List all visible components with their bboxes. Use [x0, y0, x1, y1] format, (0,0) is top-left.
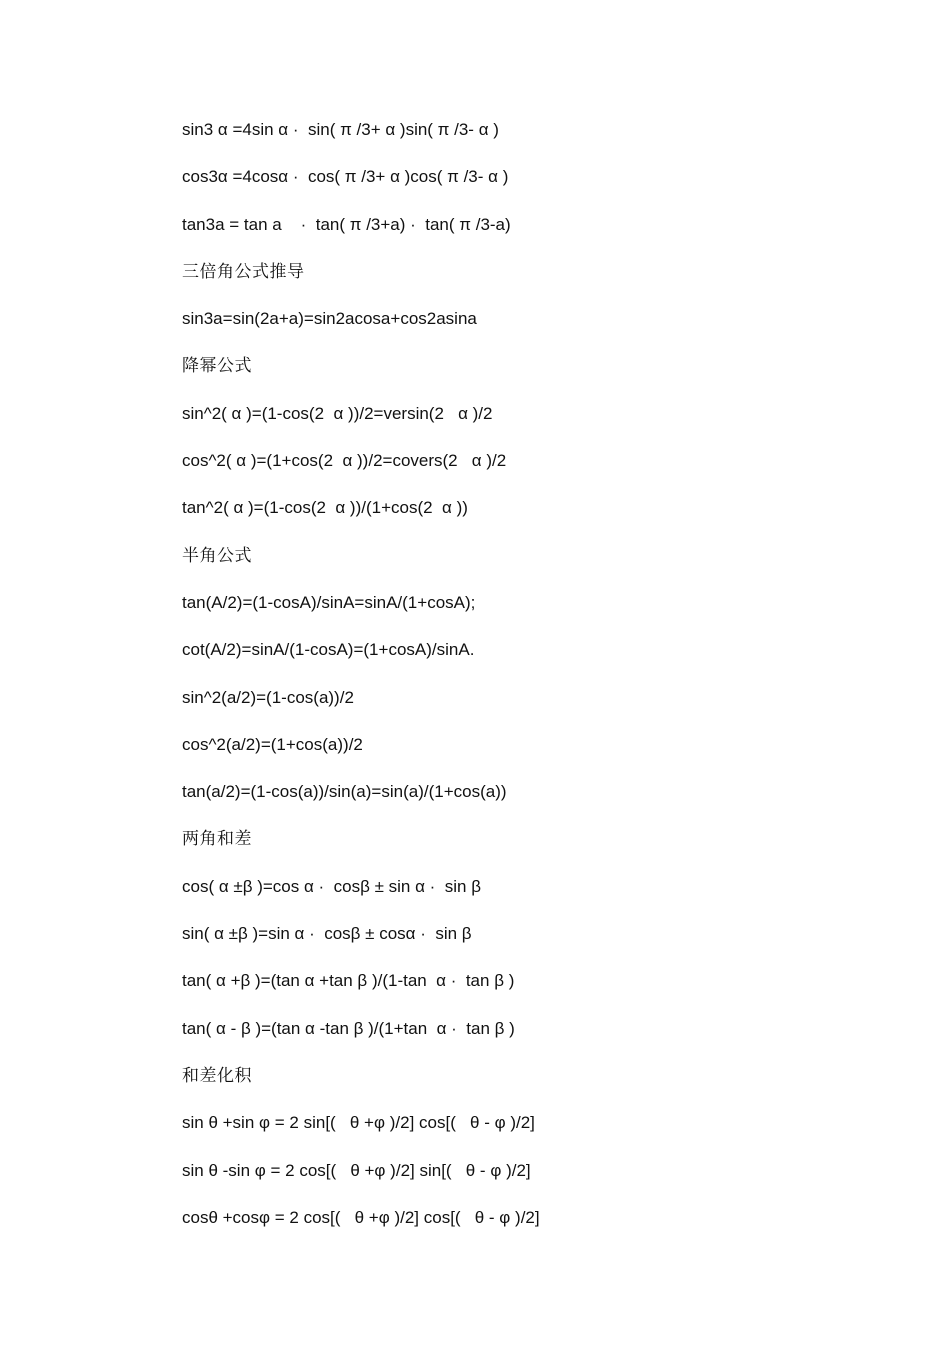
formula-tan-diff: tan( α - β )=(tan α -tan β )/(1+tan α · tan β ) [182, 1018, 515, 1038]
formula-tan-half-A: tan(A/2)=(1-cosA)/sinA=sinA/(1+cosA); [182, 592, 476, 612]
formula-sin-squared: sin^2( α )=(1-cos(2 α ))/2=versin(2 α )/2 [182, 403, 493, 423]
formula-sin-plus-sin: sin θ +sin φ = 2 sin[( θ +φ )/2] cos[( θ - φ )/2] [182, 1113, 535, 1133]
formula-sin3a-product: sin3 α =4sin α · sin( π /3+ α )sin( π /3- α ) [182, 120, 499, 139]
formula-cot-half-A: cot(A/2)=sinA/(1-cosA)=(1+cosA)/sinA. [182, 640, 475, 660]
formula-sin-squared-half: sin^2(a/2)=(1-cos(a))/2 [182, 687, 354, 707]
formula-list [182, 116, 882, 1251]
formula-sin-minus-sin: sin θ -sin φ = 2 cos[( θ +φ )/2] sin[( θ - φ )/2] [182, 1160, 531, 1180]
formula-cos-plus-cos: cosθ +cosφ = 2 cos[( θ +φ )/2] cos[( θ - φ )/2] [182, 1207, 540, 1227]
formula-tan-half: tan(a/2)=(1-cos(a))/sin(a)=sin(a)/(1+cos(a)) [182, 782, 507, 802]
formula-sin-sum-diff: sin( α ±β )=sin α · cosβ ± cosα · sin β [182, 924, 472, 944]
formula-cos-squared: cos^2( α )=(1+cos(2 α ))/2=covers(2 α )/2 [182, 451, 507, 471]
formula-tan-squared: tan^2( α )=(1-cos(2 α ))/(1+cos(2 α )) [182, 498, 468, 518]
formula-tan3a-product: tan3a = tan a · tan( π /3+a) · tan( π /3-a) [182, 214, 511, 234]
formula-sin3a-derivation: sin3a=sin(2a+a)=sin2acosa+cos2asina [182, 309, 477, 329]
formula-cos-sum-diff: cos( α ±β )=cos α · cosβ ± sin α · sin β [182, 876, 482, 896]
formula-tan-sum: tan( α +β )=(tan α +tan β )/(1-tan α · tan β ) [182, 971, 515, 991]
section-heading-half-angle: 半角公式 [182, 545, 252, 566]
formula-cos3a-product: cos3α =4cosα · cos( π /3+ α )cos( π /3- α ) [182, 167, 509, 187]
section-heading-triple-angle-derivation: 三倍角公式推导 [182, 261, 305, 282]
section-heading-sum-to-product: 和差化积 [182, 1065, 252, 1086]
section-heading-sum-difference: 两角和差 [182, 829, 252, 850]
formula-cos-squared-half: cos^2(a/2)=(1+cos(a))/2 [182, 734, 363, 754]
section-heading-power-reduction: 降幂公式 [182, 356, 252, 377]
